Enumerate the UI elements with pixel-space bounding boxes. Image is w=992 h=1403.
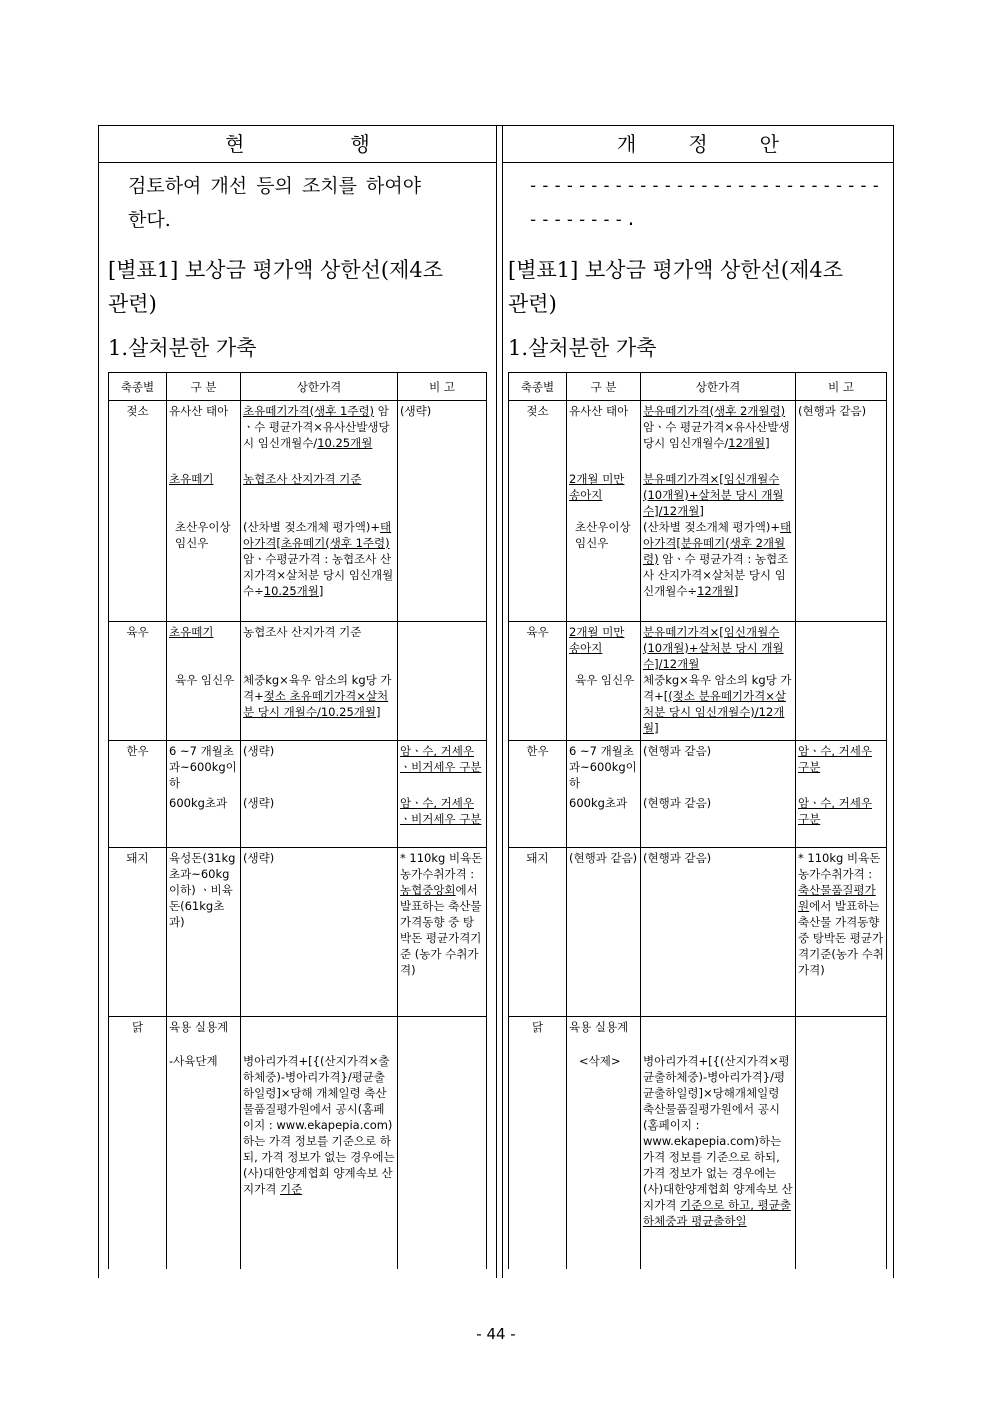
category-cell: 6 ~7 개월초과~600kg이하 600kg초과 bbox=[567, 741, 641, 848]
page-number: - 44 - bbox=[476, 1325, 516, 1343]
note-cell bbox=[398, 1017, 487, 1270]
current-compensation-table bbox=[108, 372, 487, 1269]
table-row bbox=[509, 622, 887, 741]
species-cell: 닭 bbox=[509, 1017, 567, 1270]
note-cell bbox=[398, 622, 487, 741]
note-cell: (현행과 같음) bbox=[796, 401, 887, 622]
category-cell: 2개월 미만 송아지 육우 임신우 bbox=[567, 622, 641, 741]
note-cell: * 110kg 비육돈 농가수취가격 : 축산물품질평가원에서 발표하는 축산물 가격동향 중 탕박돈 평균가격기준(농가 수취가격) bbox=[796, 848, 887, 1017]
col-header-species: 축종별 bbox=[109, 373, 167, 401]
price-cell: (현행과 같음) bbox=[641, 848, 796, 1017]
table-row bbox=[109, 741, 487, 848]
species-cell: 한우 bbox=[509, 741, 567, 848]
note-cell: * 110kg 비육돈 농가수취가격 : 농협중앙회에서 발표하는 축산물 가격동향 중 탕박돈 평균가격기준 (농가 수취가격) bbox=[398, 848, 487, 1017]
species-cell: 돼지 bbox=[109, 848, 167, 1017]
category-cell: 초유떼기 육우 임신우 bbox=[167, 622, 241, 741]
category-cell: 육성돈(31kg초과~60kg이하) ㆍ비육돈(61kg초과) bbox=[167, 848, 241, 1017]
table-row bbox=[509, 401, 887, 622]
col-header-category: 구 분 bbox=[167, 373, 241, 401]
col-header-category: 구 분 bbox=[567, 373, 641, 401]
category-cell: 유사산 태아 2개월 미만 송아지 초산우이상 임신우 bbox=[567, 401, 641, 622]
current-annex-title: [별표1] 보상금 평가액 상한선(제4조 관련) bbox=[108, 258, 444, 316]
col-header-note: 비 고 bbox=[796, 373, 887, 401]
table-row bbox=[109, 1017, 487, 1270]
category-cell: 육용 실용계 <삭제> bbox=[567, 1017, 641, 1270]
price-cell: (생략) bbox=[241, 848, 398, 1017]
species-cell: 닭 bbox=[109, 1017, 167, 1270]
price-cell: 병아리가격+[{(산지가격×출하체중)-병아리가격}/평균출하일령]×당해 개체일령 축산물품질평가원에서 공시(홈페이지 : www.ekapepia.com)하는 가격 정보를 기준으로 하되, 가격 정보가 없는 경우에는 (사)대한양계협회 양계속보 산지가격 기준 bbox=[241, 1017, 398, 1270]
price-cell: 초유떼기가격(생후 1주령) 암ㆍ수 평균가격×유사산발생당시 임신개월수/10.25개월 농협조사 산지가격 기준 (산차별 젖소개체 평가액)+태아가격[초유떼기(생후 1주령) 암ㆍ수평균가격 : 농협조사 산지가격×살처분 당시 임신개월수÷10.25개월] bbox=[241, 401, 398, 622]
table-row bbox=[109, 401, 487, 622]
col-header-price: 상한가격 bbox=[641, 373, 796, 401]
category-cell: 유사산 태아 초유떼기 초산우이상 임신우 bbox=[167, 401, 241, 622]
note-cell: 암ㆍ수, 거세우 구분 암ㆍ수, 거세우 구분 bbox=[796, 741, 887, 848]
table-row bbox=[109, 848, 487, 1017]
species-cell: 육우 bbox=[509, 622, 567, 741]
table-row bbox=[509, 1017, 887, 1270]
col-header-species: 축종별 bbox=[509, 373, 567, 401]
price-cell: (생략) (생략) bbox=[241, 741, 398, 848]
table-row bbox=[109, 622, 487, 741]
comparison-table-frame bbox=[98, 125, 893, 1278]
species-cell: 한우 bbox=[109, 741, 167, 848]
current-intro-text: 검토하여 개선 등의 조치를 하여야 한다. bbox=[128, 175, 422, 231]
col-header-note: 비 고 bbox=[398, 373, 487, 401]
species-cell: 젖소 bbox=[509, 401, 567, 622]
note-cell bbox=[796, 1017, 887, 1270]
note-cell bbox=[796, 622, 887, 741]
revised-annex-title: [별표1] 보상금 평가액 상한선(제4조 관련) bbox=[508, 258, 844, 316]
price-cell: (현행과 같음) (현행과 같음) bbox=[641, 741, 796, 848]
revised-intro-text: ----------------------------- --------. bbox=[528, 176, 883, 230]
revised-header: 개 정 안 bbox=[502, 125, 894, 163]
revised-compensation-table bbox=[508, 372, 887, 1269]
table-row bbox=[509, 848, 887, 1017]
revised-section-title: 1.살처분한 가축 bbox=[508, 336, 657, 360]
current-header: 현 행 bbox=[98, 125, 497, 163]
price-cell: 농협조사 산지가격 기준 체중kg×육우 암소의 kg당 가격+젖소 초유떼기가격×살처분 당시 개월수/10.25개월] bbox=[241, 622, 398, 741]
price-cell: 분유떼기가격×[임신개월수(10개월)+살처분 당시 개월수]/12개월 체중kg×육우 암소의 kg당 가격+[(젖소 분유떼기가격×살처분 당시 임신개월수)/12개월] bbox=[641, 622, 796, 741]
species-cell: 돼지 bbox=[509, 848, 567, 1017]
col-header-price: 상한가격 bbox=[241, 373, 398, 401]
category-cell: 6 ~7 개월초과~600kg이하 600kg초과 bbox=[167, 741, 241, 848]
price-cell: 분유떼기가격(생후 2개월령) 암ㆍ수 평균가격×유사산발생당시 임신개월수/12개월] 분유떼기가격×[임신개월수(10개월)+살처분 당시 개월수]/12개월] (산차별 젖소개체 평가액)+태아가격[분유떼기(생후 2개월령) 암ㆍ수 평균가격 : 농협조사 산지가격×살처분 당시 임신개월수÷12개월] bbox=[641, 401, 796, 622]
note-cell: (생략) bbox=[398, 401, 487, 622]
category-cell: 육용 실용계 -사육단계 bbox=[167, 1017, 241, 1270]
current-section-title: 1.살처분한 가축 bbox=[108, 336, 257, 360]
category-cell: (현행과 같음) bbox=[567, 848, 641, 1017]
table-row bbox=[509, 741, 887, 848]
species-cell: 육우 bbox=[109, 622, 167, 741]
species-cell: 젖소 bbox=[109, 401, 167, 622]
price-cell: 병아리가격+[{(산지가격×평균출하체중)-병아리가격}/평균출하일령]×당해개체일령 축산물품질평가원에서 공시(홈페이지 : www.ekapepia.com)하는 가격 정보를 기준으로 하되, 가격 정보가 없는 경우에는 (사)대한양계협회 양계속보 산지가격 기준으로 하고, 평균출하체중과 평균출하일 bbox=[641, 1017, 796, 1270]
note-cell: 암ㆍ수, 거세우ㆍ비거세우 구분 암ㆍ수, 거세우ㆍ비거세우 구분 bbox=[398, 741, 487, 848]
